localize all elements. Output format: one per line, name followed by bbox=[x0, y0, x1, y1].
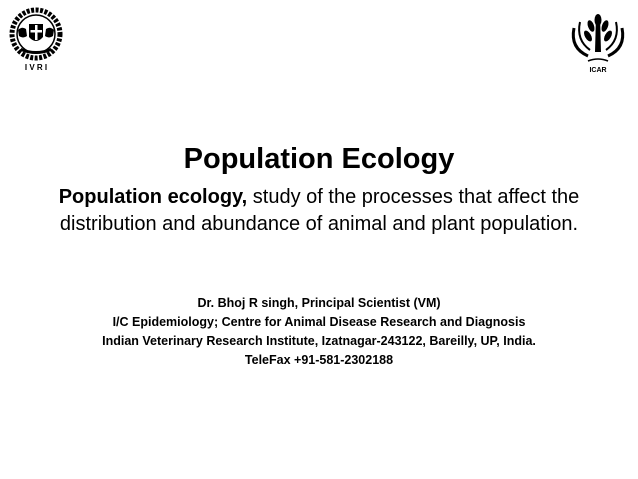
author-institute: Indian Veterinary Research Institute, Izatnagar-243122, Bareilly, UP, India. bbox=[102, 334, 536, 348]
ivri-emblem-icon bbox=[8, 4, 64, 76]
icar-emblem-icon bbox=[566, 10, 630, 76]
icar-logo-caption: ICAR bbox=[589, 67, 607, 74]
icar-logo bbox=[566, 10, 630, 76]
definition-text: study of the processes that affect the distribution and abundance of animal and plant population. bbox=[59, 186, 580, 235]
author-block bbox=[0, 294, 638, 370]
slide-title: Population Ecology bbox=[183, 143, 455, 175]
author-name: Dr. Bhoj R singh, Principal Scientist (VM) bbox=[197, 296, 441, 310]
author-contact: TeleFax +91-581-2302188 bbox=[244, 353, 394, 367]
ivri-logo bbox=[8, 4, 64, 76]
author-position: I/C Epidemiology; Centre for Animal Disease Research and Diagnosis bbox=[112, 315, 526, 329]
definition-paragraph bbox=[50, 184, 588, 238]
ivri-logo-caption: I V R I bbox=[24, 63, 48, 72]
definition-term: Population ecology, bbox=[58, 186, 248, 208]
